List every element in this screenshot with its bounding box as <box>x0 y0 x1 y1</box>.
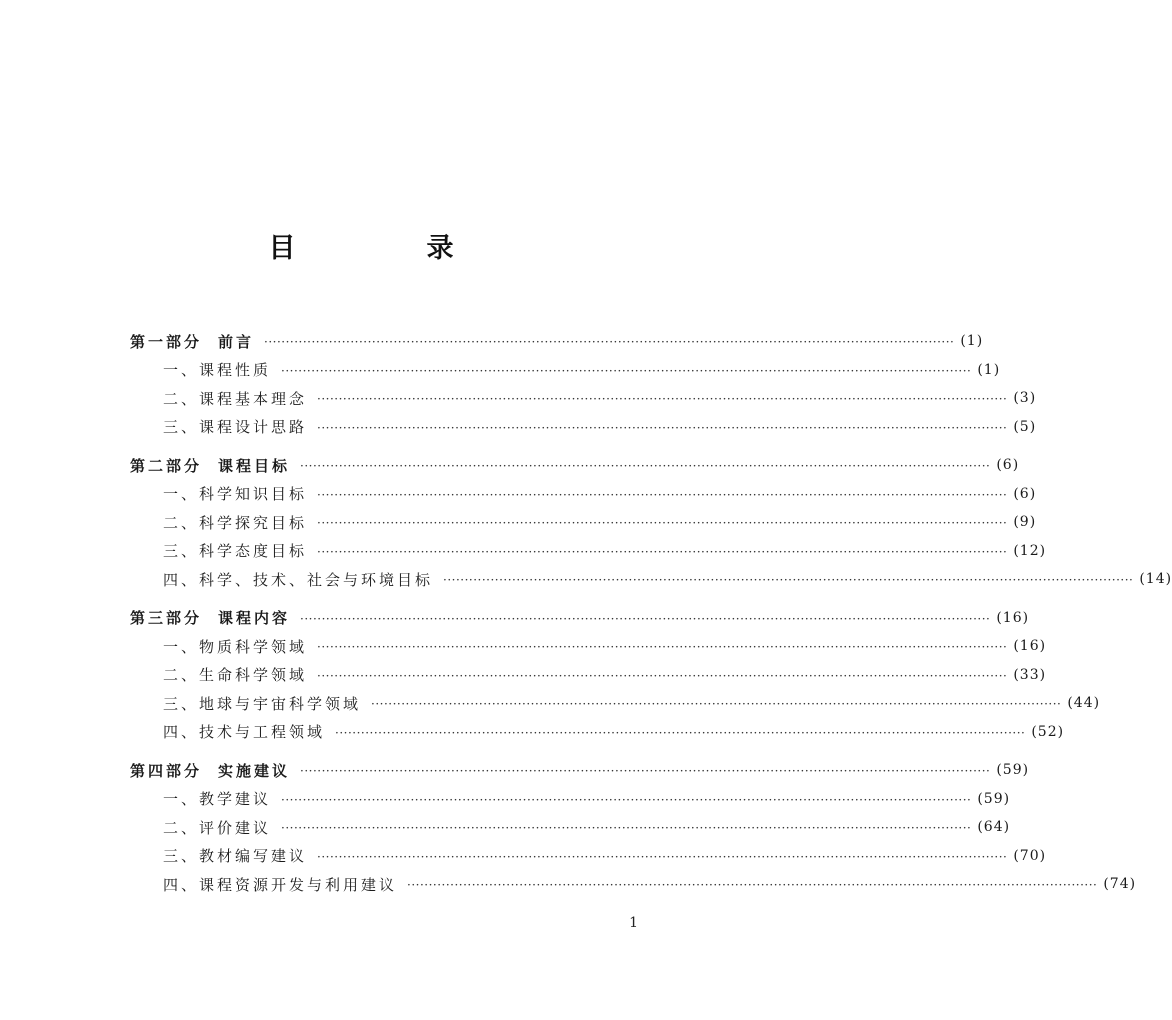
toc-section-label <box>130 455 290 476</box>
toc-page-number: (9) <box>1013 514 1037 530</box>
dot-leader: ································································································································································ <box>300 459 991 473</box>
dot-leader: ································································································································································ <box>281 363 972 378</box>
toc-item-row[interactable] <box>0 566 1172 592</box>
toc-item-label: 三、地球与宇宙科学领域 <box>163 694 362 713</box>
toc-page-number: (3) <box>1013 390 1037 406</box>
dot-leader: ································································································································································ <box>317 516 1008 530</box>
toc-item-label: 一、科学知识目标 <box>163 485 308 503</box>
toc-item-row[interactable] <box>0 633 1047 659</box>
toc-page-number: (6) <box>1013 485 1037 502</box>
toc-item-row[interactable] <box>0 662 1047 688</box>
dot-leader: ································································································································································ <box>443 573 1134 587</box>
toc-page-number: (14) <box>1139 571 1172 587</box>
dot-leader: ································································································································································ <box>407 878 1098 892</box>
toc-item-label: 一、物质科学领域 <box>163 637 308 656</box>
toc-item-label: 三、科学态度目标 <box>163 542 308 560</box>
toc-section-part: 第三部分 <box>130 609 203 627</box>
toc-page-number: (1) <box>977 361 1001 378</box>
toc-section-row[interactable] <box>0 452 1020 478</box>
toc-section-name: 课程目标 <box>218 456 291 475</box>
toc-section-part: 第二部分 <box>130 456 203 475</box>
toc-section-part: 第四部分 <box>130 761 203 780</box>
dot-leader: ································································································································································ <box>281 821 972 835</box>
toc-section-row[interactable] <box>0 757 1030 783</box>
toc-section-row[interactable] <box>0 328 984 354</box>
dot-leader: ································································································································································ <box>317 544 1008 559</box>
toc-item-label: 二、科学探究目标 <box>163 513 308 532</box>
toc-page-number: (70) <box>1013 847 1047 864</box>
toc-page-number: (59) <box>996 762 1030 778</box>
toc-page-number: (52) <box>1031 723 1065 740</box>
toc-item-label: 一、课程性质 <box>163 361 272 379</box>
toc-item-row[interactable] <box>0 871 1137 897</box>
toc-item-row[interactable] <box>0 538 1047 564</box>
page-number: 1 <box>629 915 638 931</box>
toc-item-label: 四、技术与工程领域 <box>163 723 326 741</box>
toc-item-label: 二、评价建议 <box>163 818 272 837</box>
page-title: 目 录 <box>268 233 506 264</box>
toc-section-name: 实施建议 <box>218 761 291 780</box>
toc-section-name: 前言 <box>218 332 255 351</box>
toc-section-part: 第一部分 <box>130 332 203 351</box>
dot-leader: ································································································································································ <box>317 420 1008 435</box>
toc-page-number: (33) <box>1013 666 1047 683</box>
toc-page-number: (59) <box>977 790 1011 807</box>
toc-page-number: (6) <box>996 457 1020 473</box>
toc-section-label <box>130 607 290 628</box>
dot-leader: ································································································································································ <box>264 335 955 349</box>
toc-item-label: 二、课程基本理念 <box>163 389 308 408</box>
toc-page-number: (44) <box>1067 695 1101 711</box>
toc-item-label: 一、教学建议 <box>163 790 272 808</box>
toc-page-number: (12) <box>1013 542 1047 559</box>
dot-leader: ································································································································································ <box>317 849 1008 864</box>
toc-section-label <box>130 331 254 352</box>
toc-section-label <box>130 760 290 781</box>
toc-item-row[interactable] <box>0 843 1047 869</box>
dot-leader: ································································································································································ <box>371 697 1062 711</box>
dot-leader: ································································································································································ <box>335 725 1026 740</box>
toc-item-row[interactable] <box>0 814 1011 840</box>
dot-leader: ································································································································································ <box>281 792 972 807</box>
toc-item-label: 三、教材编写建议 <box>163 847 308 865</box>
dot-leader: ································································································································································ <box>300 764 991 778</box>
toc-item-row[interactable] <box>0 385 1037 411</box>
toc-item-row[interactable] <box>0 509 1037 535</box>
toc-item-row[interactable] <box>0 481 1037 507</box>
toc-page-number: (16) <box>996 609 1030 626</box>
toc-item-label: 二、生命科学领域 <box>163 666 308 684</box>
toc-item-label: 四、科学、技术、社会与环境目标 <box>163 570 434 589</box>
toc-item-label: 三、课程设计思路 <box>163 418 308 436</box>
toc-page-number: (74) <box>1103 876 1137 892</box>
toc-page-number: (16) <box>1013 638 1047 654</box>
toc-item-row[interactable] <box>0 719 1065 745</box>
toc-section-name: 课程内容 <box>218 609 291 627</box>
toc-page-number: (5) <box>1013 418 1037 435</box>
dot-leader: ································································································································································ <box>317 487 1008 502</box>
dot-leader: ································································································································································ <box>317 640 1008 654</box>
toc-section-row[interactable] <box>0 605 1030 631</box>
dot-leader: ································································································································································ <box>317 668 1008 683</box>
dot-leader: ································································································································································ <box>300 611 991 626</box>
toc-page-number: (1) <box>960 333 984 349</box>
dot-leader: ································································································································································ <box>317 392 1008 406</box>
toc-item-row[interactable] <box>0 786 1011 812</box>
toc-item-row[interactable] <box>0 414 1037 440</box>
toc-item-row[interactable] <box>0 357 1001 383</box>
toc-item-row[interactable] <box>0 690 1101 716</box>
toc-page-number: (64) <box>977 819 1011 835</box>
toc-item-label: 四、课程资源开发与利用建议 <box>163 875 398 894</box>
